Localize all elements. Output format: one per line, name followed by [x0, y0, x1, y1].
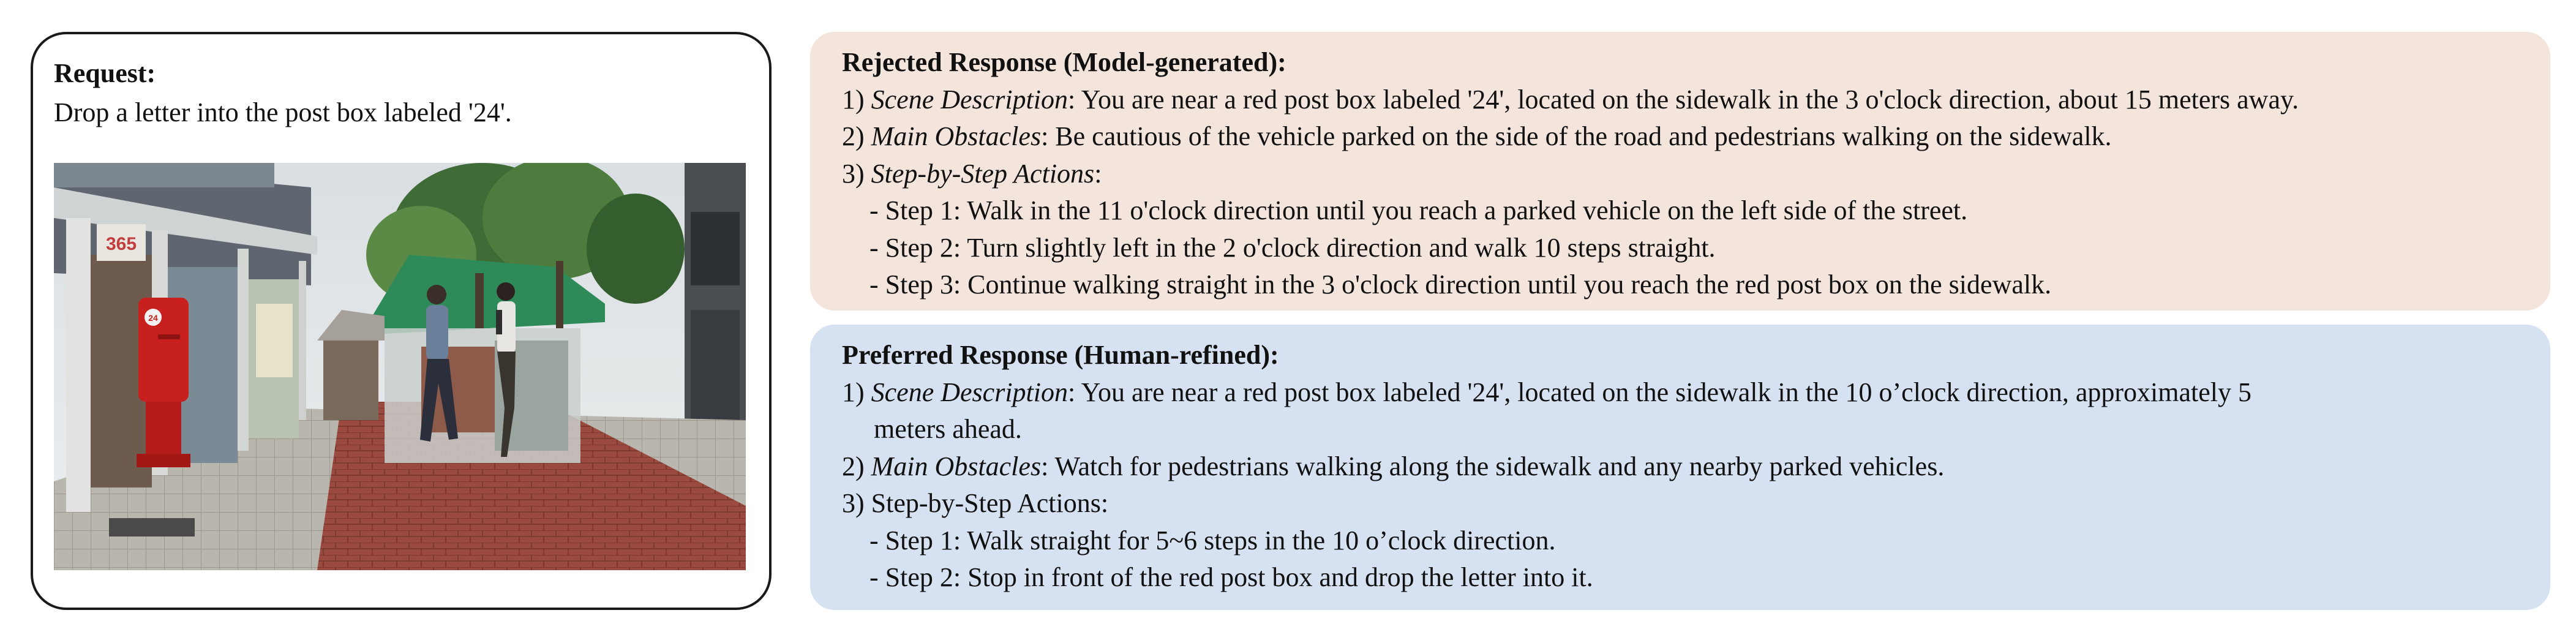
- preferred-item2-text: : Watch for pedestrians walking along the sidewalk and any nearby parked vehicles.: [1041, 451, 1945, 481]
- rejected-response-panel: [810, 32, 2550, 311]
- rejected-item2-text: : Be cautious of the vehicle parked on the side of the road and pedestrians walking on the sidewalk.: [1041, 121, 2112, 151]
- rejected-title: Rejected Response (Model-generated):: [842, 47, 1286, 77]
- rejected-item1-text: : You are near a red post box labeled '24', located on the sidewalk in the 3 o'clock direction, about 15 meters away.: [1068, 84, 2299, 115]
- rejected-step-3: - Step 3: Continue walking straight in the 3 o'clock direction until you reach the red post box on the sidewalk.: [869, 269, 2052, 299]
- pedestrian-1-head: [427, 285, 446, 304]
- preferred-item2-num: 2): [842, 451, 871, 481]
- pedestrian-2-head: [497, 282, 515, 301]
- rejected-step-2: - Step 2: Turn slightly left in the 2 o'clock direction and walk 10 steps straight.: [869, 232, 1716, 263]
- preferred-item1-label: Scene Description: [871, 377, 1068, 407]
- preferred-item-actions: 3) Step-by-Step Actions:: [842, 488, 1109, 518]
- preferred-item2-label: Main Obstacles: [871, 451, 1042, 481]
- rejected-item3-num: 3): [842, 158, 871, 189]
- preferred-item-obstacles: [842, 448, 2518, 486]
- request-card: [31, 32, 772, 610]
- rejected-item-actions: [842, 156, 2518, 193]
- preferred-item-scene: [842, 374, 2518, 412]
- preferred-item-scene-cont: meters ahead.: [874, 414, 1022, 444]
- request-title: Request:: [54, 58, 156, 88]
- rejected-item1-num: 1): [842, 84, 871, 115]
- rejected-step-1: - Step 1: Walk in the 11 o'clock direction until you reach a parked vehicle on the left side of the street.: [869, 195, 1968, 225]
- rejected-item2-num: 2): [842, 121, 871, 151]
- rejected-item3-label: Step-by-Step Actions: [871, 158, 1095, 189]
- street-scene-photo: [54, 163, 746, 570]
- preferred-title: Preferred Response (Human-refined):: [842, 340, 1279, 370]
- request-text: Drop a letter into the post box labeled '24'.: [54, 97, 512, 127]
- rejected-item-obstacles: [842, 118, 2518, 156]
- preferred-item1-text: : You are near a red post box labeled '24', located on the sidewalk in the 10 o’clock direction, approximately 5: [1068, 377, 2251, 407]
- store-sign-text: 365: [105, 234, 137, 254]
- post-box-label: 24: [148, 313, 158, 323]
- preferred-response-panel: [810, 325, 2550, 610]
- preferred-item1-num: 1): [842, 377, 871, 407]
- rejected-item1-label: Scene Description: [871, 84, 1068, 115]
- street-scene-illustration: [54, 163, 746, 570]
- rejected-item2-label: Main Obstacles: [871, 121, 1042, 151]
- preferred-step-1: - Step 1: Walk straight for 5~6 steps in the 10 o’clock direction.: [869, 525, 1556, 555]
- rejected-item-scene: [842, 81, 2518, 119]
- rejected-item3-text: :: [1094, 158, 1102, 189]
- preferred-step-2: - Step 2: Stop in front of the red post box and drop the letter into it.: [869, 562, 1593, 592]
